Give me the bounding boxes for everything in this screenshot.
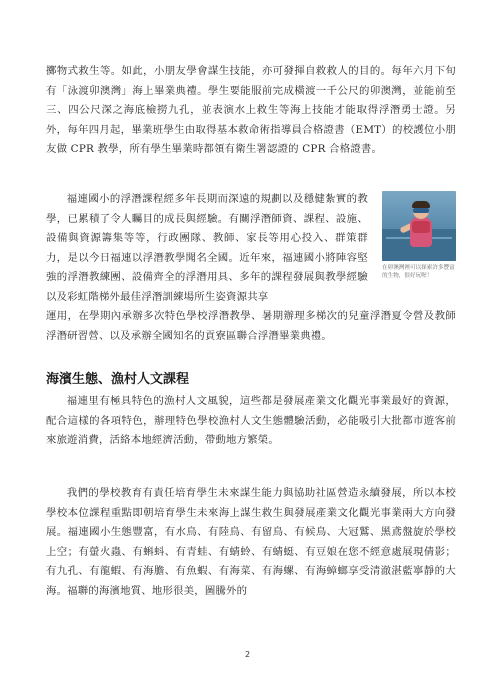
section-heading: 海濱生態、漁村人文課程 [46,372,190,387]
paragraph-fishing-village: 福連里有極具特色的漁村人文風貌，這些都是發展產業文化觀光事業最好的資源，配合這樣的各項特色，辦理特色學校漁村人文生態體驗活動，必能吸引大批都市遊客前來旅遊消費，活絡本地經濟活動，帶動地方繁榮。 [46,395,456,447]
photo-caption: 在卯澳灣裡可以探索許多豐富的生物，很好玩喔！ [382,265,455,279]
paragraph-snorkel-program-continued: 運用，在學期內承辦多次特色學校浮潛教學、暑期辦理多梯次的兒童浮潛夏令營及教師浮潛研習營、以及承辦全國知名的貢寮區聯合浮潛畢業典禮。 [46,310,456,342]
paragraph-swimming-graduation: 擲物式救生等。如此，小朋友學會謀生技能，亦可發揮自救救人的目的。每年六月下旬有「泳渡卯澳灣」海上畢業典禮。學生要能服前完成橫渡一千公尺的卯澳灣，並能前至三、四公尺深之海底檢撈九孔，並表演水上救生等海上技能才能取得浮潛勇士證。另外，每年四月起，畢業班學生由取得基本救命術指導員合格證書（EMT）的校護位小朋友做 CPR 教學，所有學生畢業時都領有衛生署認證的 CPR 合格證書。 [46,65,456,156]
snorkeling-child-photo [382,191,456,261]
paragraph-snorkel-program: 福連國小的浮潛課程經多年長期而深遠的規劃以及穩健紮實的教學，已累積了令人矚目的成長與經驗。有關浮潛師資、課程、設施、設備與資源籌集等等，行政團隊、教師、家長等用心投入、群策群力，是以今日福連以浮潛教學聞名全國。近年來，福連國小將陣容堅強的浮潛教練團、設備齊全的浮潛用具、多年的課程發展與教學經驗以及彩虹階梯外最佳浮潛訓練場所生姿資源共享 [46,193,368,303]
paragraph-ecology: 我們的學校教育有責任培育學生未來謀生能力與協助社區營造永續發展，所以本校學校本位課程重點即朝培育學生未來海上謀生救生與發展產業文化觀光事業兩大方向發展。福連國小生態豐富，有水鳥、有陸鳥、有留鳥、有候鳥、大冠鷲、黑鳶盤旋於學校上空；有螢火蟲、有蝌蚪、有青蛙、有蜻蛉、有蜻蜓、有豆娘在您不經意處展現倩影；有九孔、有龍蝦、有海膽、有魚蝦、有海菜、有海螺、有海蟑螂享受清澈湛藍寧靜的大海。福聯的海濱地質、地形很美，圖騰外的 [46,487,456,597]
page-number: 2 [244,650,251,659]
